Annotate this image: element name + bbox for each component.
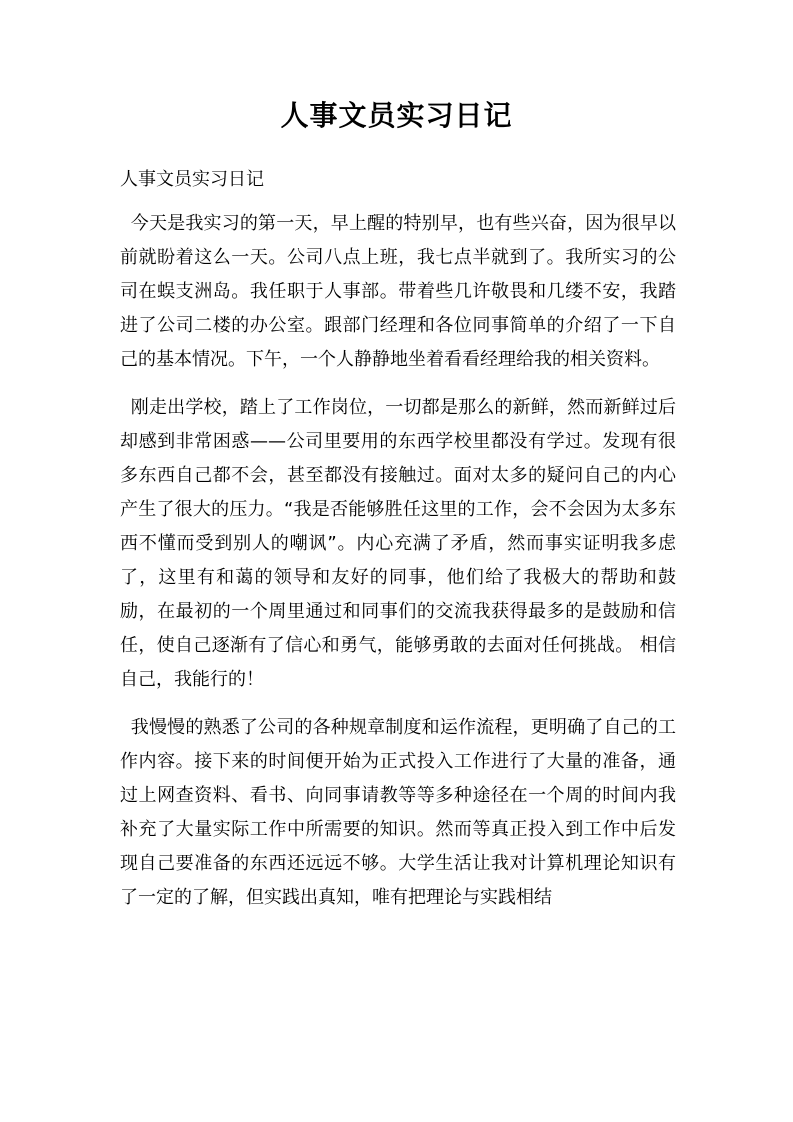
document-subtitle: 人事文员实习日记 bbox=[120, 169, 264, 190]
document-body bbox=[120, 207, 676, 929]
paragraph: 刚走出学校，踏上了工作岗位，一切都是那么的新鲜，然而新鲜过后却感到非常困惑——公司里要用的东西学校里都没有学过。发现有很多东西自己都不会，甚至都没有接触过。面对太多的疑问自己的内心产生了很大的压力。“我是否能够胜任这里的工作，会不会因为太多东西不懂而受到别人的嘲讽”。内心充满了矛盾，然而事实证明我多虑了，这里有和蔼的领导和友好的同事，他们给了我极大的帮助和鼓励，在最初的一个周里通过和同事们的交流我获得最多的是鼓励和信任，使自己逐渐有了信心和勇气，能够勇敢的去面对任何挑战。 相信自己，我能行的！ bbox=[120, 397, 676, 690]
paragraph: 今天是我实习的第一天，早上醒的特别早，也有些兴奋，因为很早以前就盼着这么一天。公司八点上班，我七点半就到了。我所实习的公司在蜈支洲岛。我任职于人事部。带着些几许敬畏和几缕不安，我踏进了公司二楼的办公室。跟部门经理和各位同事简单的介绍了一下自己的基本情况。下午，一个人静静地坐着看看经理给我的相关资料。 bbox=[120, 213, 676, 370]
paragraph: 我慢慢的熟悉了公司的各种规章制度和运作流程，更明确了自己的工作内容。接下来的时间便开始为正式投入工作进行了大量的准备，通过上网查资料、看书、向同事请教等等多种途径在一个周的时间内我补充了大量实际工作中所需要的知识。然而等真正投入到工作中后发现自己要准备的东西还远远不够。大学生活让我对计算机理论知识有了一定的了解，但实践出真知，唯有把理论与实践相结 bbox=[120, 717, 676, 908]
document-title: 人事文员实习日记 bbox=[280, 99, 513, 132]
